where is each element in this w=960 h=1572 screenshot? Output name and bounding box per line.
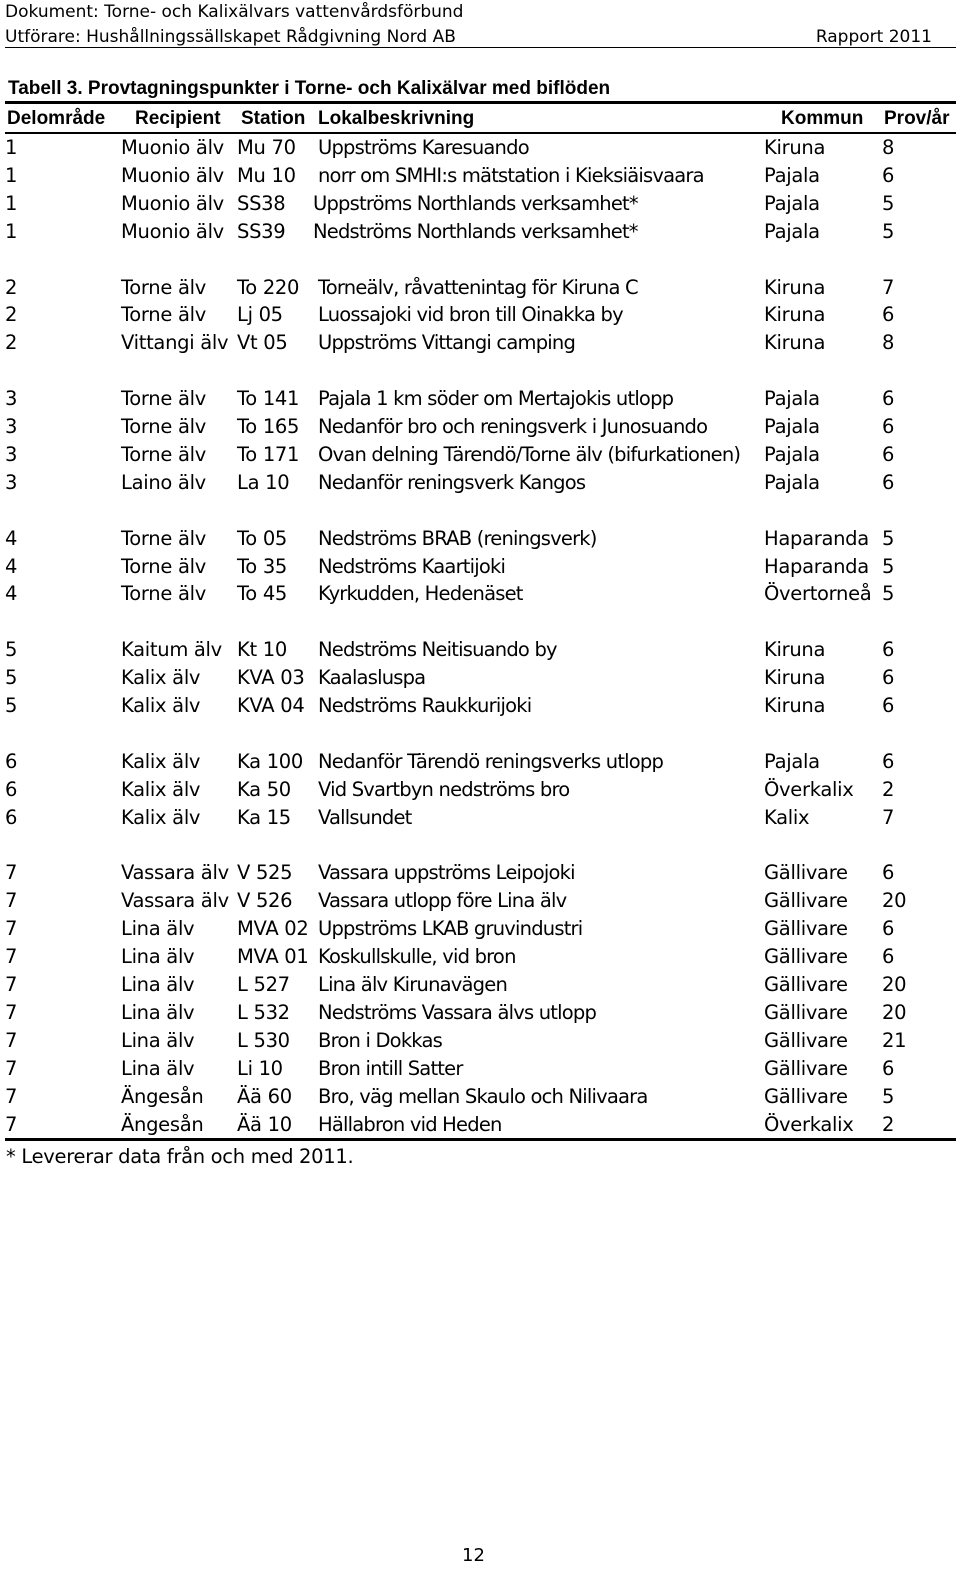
table-title: Tabell 3. Provtagningspunkter i Torne- och Kalixälvar med biflöden (8, 78, 611, 99)
cell-prov-ar: 2 (882, 777, 895, 801)
table-row (0, 190, 960, 218)
cell-station: KVA 03 (237, 666, 305, 690)
cell-kommun: Kiruna (764, 275, 826, 299)
cell-station: SS39 (237, 219, 286, 243)
cell-prov-ar: 2 (882, 1112, 895, 1136)
cell-lokalbeskrivning: Nedströms Northlands verksamhet* (313, 219, 638, 243)
table-top-rule (5, 101, 956, 104)
cell-prov-ar: 7 (882, 805, 895, 829)
cell-recipient: Torne älv (121, 303, 206, 327)
cell-kommun: Gällivare (764, 1028, 848, 1052)
cell-station: To 05 (237, 526, 288, 550)
cell-prov-ar: 20 (882, 889, 907, 913)
cell-delomrade: 7 (5, 1112, 18, 1136)
cell-station: Ka 100 (237, 749, 304, 773)
cell-kommun: Pajala (764, 387, 820, 411)
cell-station: To 35 (237, 554, 288, 578)
cell-delomrade: 7 (5, 917, 18, 941)
cell-recipient: Kalix älv (121, 749, 201, 773)
cell-station: To 171 (237, 442, 300, 466)
cell-recipient: Torne älv (121, 442, 206, 466)
cell-station: Vt 05 (237, 331, 288, 355)
table-row (0, 301, 960, 329)
table-row (0, 1055, 960, 1083)
table-row (0, 469, 960, 497)
cell-station: V 525 (237, 861, 293, 885)
cell-delomrade: 2 (5, 303, 18, 327)
cell-lokalbeskrivning: Nedanför bro och reningsverk i Junosuando (318, 415, 708, 438)
cell-prov-ar: 6 (882, 1056, 895, 1080)
cell-prov-ar: 7 (882, 275, 895, 299)
cell-station: Kt 10 (237, 638, 287, 662)
cell-prov-ar: 6 (882, 442, 895, 466)
cell-lokalbeskrivning: Luossajoki vid bron till Oinakka by (318, 303, 623, 327)
table-row (0, 1083, 960, 1111)
cell-delomrade: 3 (5, 442, 18, 466)
cell-prov-ar: 21 (882, 1028, 907, 1052)
table-row (0, 971, 960, 999)
cell-station: L 527 (237, 973, 290, 996)
cell-prov-ar: 6 (882, 749, 895, 773)
cell-recipient: Ängesån (121, 1084, 204, 1108)
cell-kommun: Haparanda (764, 554, 869, 578)
cell-prov-ar: 6 (882, 163, 895, 187)
cell-station: To 141 (237, 387, 300, 411)
cell-prov-ar: 6 (882, 415, 895, 438)
cell-prov-ar: 6 (882, 303, 895, 327)
cell-lokalbeskrivning: Uppströms LKAB gruvindustri (318, 917, 583, 941)
cell-recipient: Muonio älv (121, 191, 224, 215)
cell-recipient: Kalix älv (121, 694, 201, 717)
cell-lokalbeskrivning: Uppströms Karesuando (318, 136, 529, 159)
cell-delomrade: 7 (5, 889, 18, 913)
cell-lokalbeskrivning: Kyrkudden, Hedenäset (318, 582, 523, 606)
cell-station: Li 10 (237, 1056, 283, 1080)
table-row (0, 134, 960, 162)
cell-lokalbeskrivning: Hällabron vid Heden (318, 1112, 502, 1136)
table-row (0, 329, 960, 357)
cell-recipient: Torne älv (121, 526, 206, 550)
table-bottom-rule (5, 1138, 956, 1141)
column-header-kommun: Kommun (781, 108, 864, 129)
cell-kommun: Kiruna (764, 303, 826, 327)
table-row (0, 553, 960, 581)
cell-delomrade: 7 (5, 1056, 18, 1080)
table-row (0, 218, 960, 246)
table-row (0, 664, 960, 692)
cell-lokalbeskrivning: Ovan delning Tärendö/Torne älv (bifurkationen) (318, 442, 741, 466)
cell-station: Ää 60 (237, 1084, 292, 1108)
cell-delomrade: 2 (5, 275, 18, 299)
table-row (0, 1027, 960, 1055)
cell-delomrade: 3 (5, 387, 18, 411)
cell-recipient: Kalix älv (121, 805, 201, 829)
cell-prov-ar: 20 (882, 973, 907, 996)
cell-prov-ar: 5 (882, 219, 895, 243)
cell-station: Ka 50 (237, 777, 291, 801)
cell-kommun: Pajala (764, 442, 820, 466)
cell-prov-ar: 20 (882, 1000, 907, 1024)
cell-station: La 10 (237, 470, 290, 494)
column-header-recipient: Recipient (135, 108, 221, 129)
cell-lokalbeskrivning: Nedströms BRAB (reningsverk) (318, 526, 597, 550)
report-year: Rapport 2011 (815, 27, 932, 47)
cell-delomrade: 3 (5, 415, 18, 438)
cell-lokalbeskrivning: Vassara utlopp före Lina älv (318, 889, 567, 913)
cell-station: Ää 10 (237, 1112, 292, 1136)
cell-lokalbeskrivning: Vid Svartbyn nedströms bro (318, 777, 570, 801)
cell-recipient: Torne älv (121, 387, 206, 411)
cell-delomrade: 1 (5, 219, 18, 243)
cell-delomrade: 5 (5, 666, 18, 690)
cell-lokalbeskrivning: Bron i Dokkas (318, 1028, 442, 1052)
cell-lokalbeskrivning: Bro, väg mellan Skaulo och Nilivaara (318, 1084, 648, 1108)
cell-delomrade: 7 (5, 973, 18, 996)
cell-prov-ar: 5 (882, 526, 895, 550)
cell-recipient: Lina älv (121, 917, 195, 941)
cell-delomrade: 7 (5, 1000, 18, 1024)
cell-delomrade: 4 (5, 526, 18, 550)
cell-prov-ar: 8 (882, 331, 895, 355)
table-row (0, 525, 960, 553)
cell-delomrade: 6 (5, 805, 18, 829)
table-row (0, 943, 960, 971)
cell-recipient: Kaitum älv (121, 638, 222, 662)
cell-kommun: Pajala (764, 749, 820, 773)
cell-kommun: Kiruna (764, 331, 826, 355)
table-row (0, 274, 960, 302)
cell-delomrade: 4 (5, 554, 18, 578)
performer-name: Utförare: Hushållningssällskapet Rådgivning Nord AB (5, 27, 456, 47)
cell-prov-ar: 8 (882, 136, 895, 159)
cell-delomrade: 1 (5, 191, 18, 215)
cell-prov-ar: 6 (882, 945, 895, 969)
column-header-delomrade: Delområde (7, 108, 106, 129)
cell-prov-ar: 5 (882, 191, 895, 215)
table-row (0, 385, 960, 413)
cell-station: V 526 (237, 889, 293, 913)
cell-station: To 165 (237, 415, 300, 438)
cell-recipient: Vassara älv (121, 889, 229, 913)
table-row (0, 441, 960, 469)
table-row (0, 636, 960, 664)
cell-recipient: Muonio älv (121, 219, 224, 243)
cell-kommun: Överkalix (764, 1112, 854, 1136)
cell-prov-ar: 6 (882, 861, 895, 885)
cell-recipient: Muonio älv (121, 163, 224, 187)
table-row (0, 859, 960, 887)
table-row (0, 887, 960, 915)
cell-prov-ar: 6 (882, 917, 895, 941)
cell-kommun: Kiruna (764, 136, 826, 159)
cell-kommun: Gällivare (764, 1000, 848, 1024)
cell-prov-ar: 6 (882, 470, 895, 494)
table-row (0, 748, 960, 776)
cell-station: MVA 02 (237, 917, 309, 941)
cell-recipient: Ängesån (121, 1112, 204, 1136)
cell-station: To 220 (237, 275, 300, 299)
table-row (0, 580, 960, 608)
cell-prov-ar: 5 (882, 1084, 895, 1108)
cell-kommun: Kiruna (764, 694, 826, 717)
cell-station: Ka 15 (237, 805, 291, 829)
cell-recipient: Torne älv (121, 275, 206, 299)
cell-recipient: Kalix älv (121, 666, 201, 690)
cell-recipient: Kalix älv (121, 777, 201, 801)
cell-kommun: Gällivare (764, 889, 848, 913)
cell-kommun: Gällivare (764, 861, 848, 885)
cell-recipient: Lina älv (121, 1056, 195, 1080)
cell-recipient: Torne älv (121, 554, 206, 578)
cell-kommun: Gällivare (764, 973, 848, 996)
table-row (0, 776, 960, 804)
cell-kommun: Pajala (764, 191, 820, 215)
cell-station: To 45 (237, 582, 288, 606)
cell-recipient: Torne älv (121, 415, 206, 438)
cell-lokalbeskrivning: Uppströms Northlands verksamhet* (313, 191, 638, 215)
table-row (0, 999, 960, 1027)
table-row (0, 804, 960, 832)
cell-delomrade: 4 (5, 582, 18, 606)
cell-station: Mu 70 (237, 136, 296, 159)
cell-delomrade: 2 (5, 331, 18, 355)
cell-recipient: Vittangi älv (121, 331, 229, 355)
cell-lokalbeskrivning: Koskullskulle, vid bron (318, 945, 516, 969)
cell-kommun: Gällivare (764, 917, 848, 941)
cell-kommun: Pajala (764, 219, 820, 243)
cell-kommun: Pajala (764, 163, 820, 187)
table-row (0, 413, 960, 441)
cell-recipient: Muonio älv (121, 136, 224, 159)
cell-lokalbeskrivning: Lina älv Kirunavägen (318, 973, 508, 996)
page-number: 12 (462, 1545, 485, 1566)
cell-station: L 530 (237, 1028, 290, 1052)
cell-prov-ar: 5 (882, 582, 895, 606)
cell-prov-ar: 6 (882, 666, 895, 690)
cell-delomrade: 7 (5, 945, 18, 969)
cell-delomrade: 7 (5, 1028, 18, 1052)
cell-lokalbeskrivning: Vallsundet (318, 805, 412, 829)
cell-delomrade: 1 (5, 163, 18, 187)
table-row (0, 1111, 960, 1139)
cell-delomrade: 1 (5, 136, 18, 159)
cell-kommun: Pajala (764, 415, 820, 438)
column-header-prov-ar: Prov/år (884, 108, 950, 129)
column-header-lokalbeskrivning: Lokalbeskrivning (318, 108, 475, 129)
cell-prov-ar: 6 (882, 694, 895, 717)
cell-lokalbeskrivning: Nedströms Kaartijoki (318, 554, 506, 578)
table-row (0, 692, 960, 720)
cell-lokalbeskrivning: Torneälv, råvattenintag för Kiruna C (318, 275, 638, 299)
cell-lokalbeskrivning: norr om SMHI:s mätstation i Kieksiäisvaara (318, 163, 704, 187)
cell-kommun: Gällivare (764, 945, 848, 969)
header-rule (5, 47, 956, 48)
cell-lokalbeskrivning: Nedanför reningsverk Kangos (318, 470, 586, 494)
cell-station: SS38 (237, 191, 286, 215)
cell-delomrade: 7 (5, 1084, 18, 1108)
cell-kommun: Kalix (764, 805, 810, 829)
cell-delomrade: 7 (5, 861, 18, 885)
cell-delomrade: 5 (5, 638, 18, 662)
table-row (0, 162, 960, 190)
cell-lokalbeskrivning: Nedströms Raukkurijoki (318, 694, 532, 717)
table-footnote: * Levererar data från och med 2011. (6, 1145, 354, 1168)
cell-kommun: Övertorneå (764, 582, 872, 606)
cell-kommun: Gällivare (764, 1084, 848, 1108)
cell-station: Lj 05 (237, 303, 283, 327)
cell-lokalbeskrivning: Nedströms Vassara älvs utlopp (318, 1000, 597, 1024)
cell-recipient: Vassara älv (121, 861, 229, 885)
cell-kommun: Pajala (764, 470, 820, 494)
cell-lokalbeskrivning: Bron intill Satter (318, 1056, 463, 1080)
table-row (0, 915, 960, 943)
cell-prov-ar: 6 (882, 387, 895, 411)
cell-delomrade: 6 (5, 749, 18, 773)
cell-recipient: Torne älv (121, 582, 206, 606)
cell-recipient: Lina älv (121, 945, 195, 969)
cell-delomrade: 3 (5, 470, 18, 494)
cell-lokalbeskrivning: Vassara uppströms Leipojoki (318, 861, 575, 885)
cell-recipient: Lina älv (121, 1000, 195, 1024)
cell-lokalbeskrivning: Nedströms Neitisuando by (318, 638, 557, 662)
cell-lokalbeskrivning: Nedanför Tärendö reningsverks utlopp (318, 749, 664, 773)
cell-delomrade: 6 (5, 777, 18, 801)
cell-lokalbeskrivning: Uppströms Vittangi camping (318, 331, 576, 355)
cell-recipient: Laino älv (121, 470, 206, 494)
cell-station: MVA 01 (237, 945, 309, 969)
cell-kommun: Gällivare (764, 1056, 848, 1080)
column-header-station: Station (241, 108, 306, 129)
cell-lokalbeskrivning: Pajala 1 km söder om Mertajokis utlopp (318, 387, 674, 411)
cell-station: Mu 10 (237, 163, 296, 187)
cell-prov-ar: 6 (882, 638, 895, 662)
document-name: Dokument: Torne- och Kalixälvars vattenvårdsförbund (5, 2, 464, 22)
cell-recipient: Lina älv (121, 1028, 195, 1052)
cell-lokalbeskrivning: Kaalasluspa (318, 666, 426, 690)
cell-kommun: Haparanda (764, 526, 869, 550)
cell-delomrade: 5 (5, 694, 18, 717)
cell-station: L 532 (237, 1000, 290, 1024)
cell-recipient: Lina älv (121, 973, 195, 996)
cell-kommun: Överkalix (764, 777, 854, 801)
cell-station: KVA 04 (237, 694, 305, 717)
cell-kommun: Kiruna (764, 638, 826, 662)
cell-kommun: Kiruna (764, 666, 826, 690)
cell-prov-ar: 5 (882, 554, 895, 578)
